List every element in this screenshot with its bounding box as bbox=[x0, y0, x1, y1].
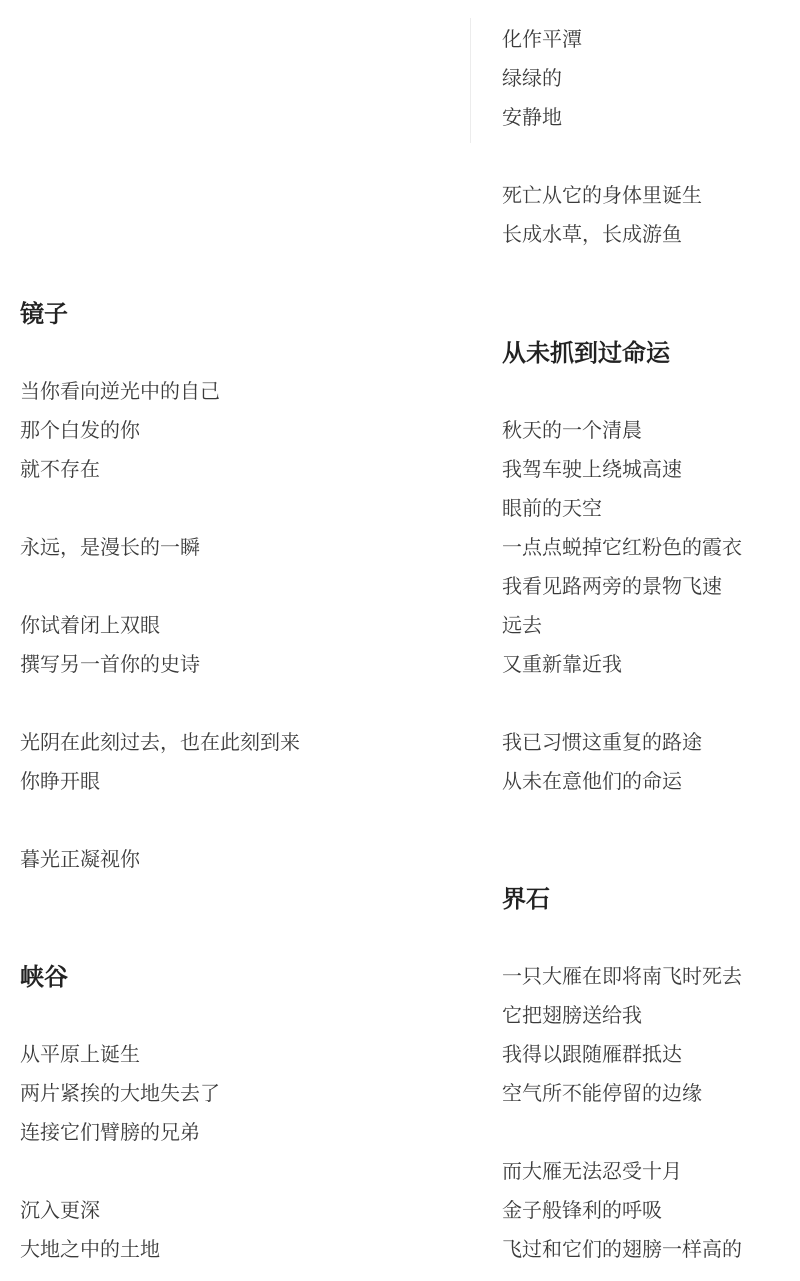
poem-line: 它把翅膀送给我 bbox=[502, 1003, 642, 1027]
poem-line: 长成水草，长成游鱼 bbox=[502, 222, 682, 246]
poem-line: 远去 bbox=[502, 613, 542, 637]
poem-line: 你试着闭上双眼 bbox=[20, 613, 160, 637]
poem-title-mirror: 镜子 bbox=[20, 299, 68, 328]
poem-line: 你睁开眼 bbox=[20, 769, 100, 793]
poem-line: 大地之中的土地 bbox=[20, 1237, 160, 1261]
poem-title-fate: 从未抓到过命运 bbox=[502, 338, 670, 367]
poem-line: 沉入更深 bbox=[20, 1198, 100, 1222]
poem-line: 光阴在此刻过去，也在此刻到来 bbox=[20, 730, 300, 754]
poem-line: 我得以跟随雁群抵达 bbox=[502, 1042, 682, 1066]
poem-line: 空气所不能停留的边缘 bbox=[502, 1081, 702, 1105]
poem-line: 我驾车驶上绕城高速 bbox=[502, 457, 682, 481]
poem-line: 又重新靠近我 bbox=[502, 652, 622, 676]
poem-line: 我看见路两旁的景物飞速 bbox=[502, 574, 722, 598]
poem-line: 金子般锋利的呼吸 bbox=[502, 1198, 662, 1222]
poem-line: 而大雁无法忍受十月 bbox=[502, 1159, 682, 1183]
poem-line: 秋天的一个清晨 bbox=[502, 418, 642, 442]
poem-line: 我已习惯这重复的路途 bbox=[502, 730, 702, 754]
poem-line: 死亡从它的身体里诞生 bbox=[502, 183, 702, 207]
poem-line: 一点点蜕掉它红粉色的霞衣 bbox=[502, 535, 742, 559]
poem-line: 从平原上诞生 bbox=[20, 1042, 140, 1066]
column-divider bbox=[470, 18, 471, 143]
poem-line: 那个白发的你 bbox=[20, 418, 140, 442]
poem-line: 连接它们臂膀的兄弟 bbox=[20, 1120, 200, 1144]
poem-line: 绿绿的 bbox=[502, 66, 562, 90]
poem-line: 一只大雁在即将南飞时死去 bbox=[502, 964, 742, 988]
poem-line: 从未在意他们的命运 bbox=[502, 769, 682, 793]
poem-title-canyon: 峡谷 bbox=[20, 962, 68, 991]
poem-line: 暮光正凝视你 bbox=[20, 847, 140, 871]
poem-line: 安静地 bbox=[502, 105, 562, 129]
poem-line: 两片紧挨的大地失去了 bbox=[20, 1081, 220, 1105]
poem-line: 化作平潭 bbox=[502, 27, 582, 51]
poem-line: 永远，是漫长的一瞬 bbox=[20, 535, 200, 559]
poem-line: 撰写另一首你的史诗 bbox=[20, 652, 200, 676]
poem-line: 当你看向逆光中的自己 bbox=[20, 379, 220, 403]
poem-line: 眼前的天空 bbox=[502, 496, 602, 520]
poem-line: 就不存在 bbox=[20, 457, 100, 481]
poem-line: 飞过和它们的翅膀一样高的 bbox=[502, 1237, 742, 1261]
poem-title-boundary: 界石 bbox=[502, 884, 550, 913]
